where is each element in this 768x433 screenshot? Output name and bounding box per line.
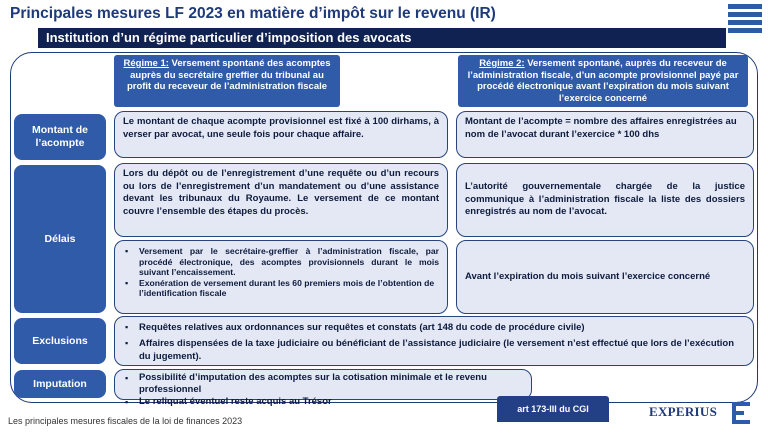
- row-label-imputation: Imputation: [14, 370, 106, 398]
- regime-1-text: Versement spontané des acomptes auprès du secrétaire greffier du tribunal au profit du receveur de l’administration fiscale: [126, 58, 331, 92]
- list-item: ▪ Requêtes relatives aux ordonnances sur requêtes et constats (art 148 du code de procédure civile): [123, 321, 745, 335]
- regime-2-label: Régime 2:: [479, 58, 525, 69]
- page-title: Principales mesures LF 2023 en matière d’impôt sur le revenu (IR): [10, 5, 496, 22]
- section-subtitle: Institution d’un régime particulier d’imposition des avocats: [38, 28, 726, 48]
- regime-2-header: [458, 55, 748, 107]
- row-label-montant: Montant de l’acompte: [14, 114, 106, 160]
- list-item: ▪ Affaires dispensées de la taxe judiciaire ou bénéficiant de l’assistance judiciaire (le versement n’est effectué que lors de l’exécution du jugement).: [123, 337, 745, 364]
- delais-regime-1-list: [114, 240, 448, 314]
- list-item: ▪ Le reliquat éventuel reste acquis au Trésor: [123, 396, 523, 408]
- montant-regime-1: Le montant de chaque acompte provisionnel est fixé à 100 dirhams, à verser par avocat, une seule fois pour chaque affaire.: [114, 111, 448, 158]
- brand-logo-icon: [732, 402, 750, 424]
- list-item: ▪ Exonération de versement durant les 60 premiers mois de l’obtention de l’identification fiscale: [123, 278, 439, 299]
- regime-1-label: Régime 1:: [123, 58, 169, 69]
- montant-regime-2: Montant de l’acompte = nombre des affaires enregistrées au nom de l’avocat durant l’exercice * 100 dhs: [456, 111, 754, 158]
- list-item: ▪ Possibilité d’imputation des acomptes sur la cotisation minimale et le revenu professionnel: [123, 372, 523, 396]
- row-label-delais: Délais: [14, 165, 106, 313]
- imputation-list: [114, 369, 532, 407]
- delais-regime-2-deadline: Avant l’expiration du mois suivant l’exercice concerné: [456, 240, 754, 314]
- regime-2-text: Versement spontané, auprès du receveur de l’administration fiscale, d’un acompte provisionnel payé par procédé électronique avant l’expiration du mois suivant l’exercice concerné: [467, 58, 739, 104]
- cgi-reference-tab: art 173-III du CGI: [497, 396, 609, 422]
- row-label-exclusions: Exclusions: [14, 318, 106, 364]
- delais-regime-2-text: L’autorité gouvernementale chargée de la justice communique à l’administration fiscale la liste des dossiers enregistrés au nom de l’avocat.: [456, 163, 754, 237]
- exclusions-list: [114, 316, 754, 366]
- delais-regime-1-text: Lors du dépôt ou de l’enregistrement d’une requête ou d’un recours ou lors de l’enregistrement d’un mandatement ou d’une assistance devant les tribunaux du Royaume. Le versement de ce montant couvre l’ensemble des étapes du procès.: [114, 163, 448, 237]
- list-item: ▪ Versement par le secrétaire-greffier à l’administration fiscale, par procédé électronique, des acomptes provisionnels durant le mois suivant l’encaissement.: [123, 246, 439, 278]
- logo-stripes-icon: [728, 4, 762, 40]
- regime-1-header: [114, 55, 340, 107]
- brand-name: EXPERIUS: [649, 404, 718, 419]
- footer-caption: Les principales mesures fiscales de la loi de finances 2023: [8, 416, 243, 426]
